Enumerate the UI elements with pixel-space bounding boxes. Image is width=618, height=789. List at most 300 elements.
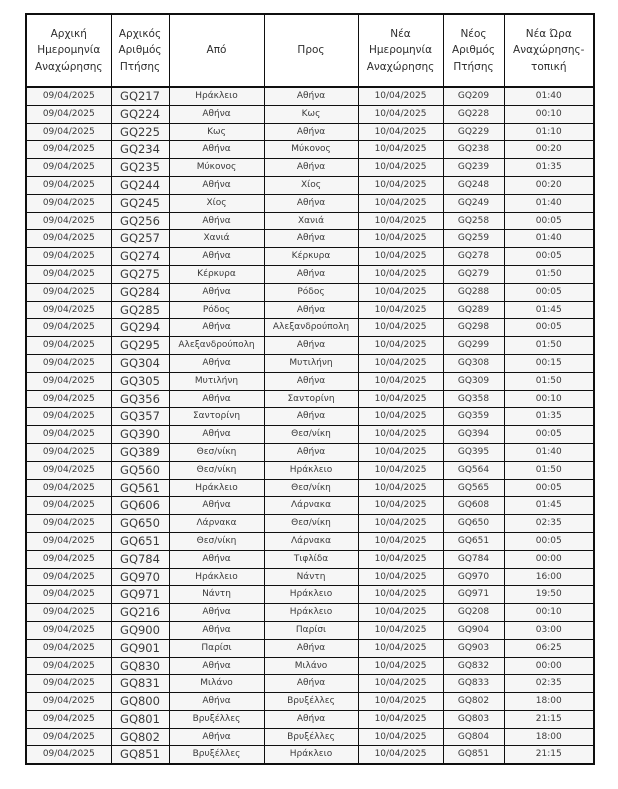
cell-r9-c5: 10/04/2025 [358,230,443,248]
cell-r16-c1: 09/04/2025 [26,354,111,372]
cell-r30-c7: 00:10 [504,604,594,622]
cell-r8-c4: Χανιά [264,212,358,230]
cell-r21-c5: 10/04/2025 [358,443,443,461]
cell-r1-c3: Ηράκλειο [169,87,264,105]
cell-r25-c6: GQ650 [443,515,504,533]
cell-r6-c5: 10/04/2025 [358,176,443,194]
cell-r16-c2: GQ304 [111,354,169,372]
cell-r14-c4: Αλεξανδρούπολη [264,319,358,337]
cell-r30-c2: GQ216 [111,604,169,622]
cell-r15-c3: Αλεξανδρούπολη [169,337,264,355]
cell-r22-c2: GQ560 [111,461,169,479]
table-row [26,426,594,444]
cell-r23-c3: Ηράκλειο [169,479,264,497]
cell-r11-c5: 10/04/2025 [358,265,443,283]
cell-r26-c2: GQ651 [111,532,169,550]
cell-r8-c1: 09/04/2025 [26,212,111,230]
cell-r1-c1: 09/04/2025 [26,87,111,105]
column-header-5: Νέα Ημερομηνία Αναχώρησης [358,14,443,87]
cell-r15-c1: 09/04/2025 [26,337,111,355]
table-row [26,461,594,479]
cell-r6-c1: 09/04/2025 [26,176,111,194]
cell-r19-c7: 01:35 [504,408,594,426]
cell-r31-c4: Παρίσι [264,621,358,639]
cell-r33-c1: 09/04/2025 [26,657,111,675]
cell-r24-c7: 01:45 [504,497,594,515]
table-row [26,639,594,657]
cell-r1-c7: 01:40 [504,87,594,105]
cell-r31-c7: 03:00 [504,621,594,639]
cell-r20-c4: Θεσ/νίκη [264,426,358,444]
cell-r4-c1: 09/04/2025 [26,141,111,159]
cell-r23-c1: 09/04/2025 [26,479,111,497]
cell-r22-c1: 09/04/2025 [26,461,111,479]
cell-r32-c1: 09/04/2025 [26,639,111,657]
cell-r31-c1: 09/04/2025 [26,621,111,639]
cell-r22-c6: GQ564 [443,461,504,479]
cell-r13-c7: 01:45 [504,301,594,319]
cell-r36-c7: 21:15 [504,710,594,728]
cell-r10-c5: 10/04/2025 [358,248,443,266]
cell-r32-c5: 10/04/2025 [358,639,443,657]
cell-r13-c5: 10/04/2025 [358,301,443,319]
cell-r19-c5: 10/04/2025 [358,408,443,426]
cell-r34-c2: GQ831 [111,675,169,693]
cell-r20-c1: 09/04/2025 [26,426,111,444]
cell-r12-c1: 09/04/2025 [26,283,111,301]
cell-r6-c4: Χίος [264,176,358,194]
cell-r15-c2: GQ295 [111,337,169,355]
cell-r32-c6: GQ903 [443,639,504,657]
table-row [26,728,594,746]
cell-r26-c4: Λάρνακα [264,532,358,550]
cell-r5-c4: Αθήνα [264,159,358,177]
cell-r19-c2: GQ357 [111,408,169,426]
cell-r25-c4: Θεσ/νίκη [264,515,358,533]
cell-r13-c3: Ρόδος [169,301,264,319]
column-header-4: Προς [264,14,358,87]
header-row [26,14,594,87]
cell-r22-c3: Θεσ/νίκη [169,461,264,479]
cell-r34-c6: GQ833 [443,675,504,693]
cell-r6-c3: Αθήνα [169,176,264,194]
cell-r27-c5: 10/04/2025 [358,550,443,568]
cell-r6-c6: GQ248 [443,176,504,194]
cell-r33-c7: 00:00 [504,657,594,675]
cell-r22-c5: 10/04/2025 [358,461,443,479]
table-row [26,372,594,390]
cell-r4-c6: GQ238 [443,141,504,159]
cell-r23-c6: GQ565 [443,479,504,497]
cell-r26-c6: GQ651 [443,532,504,550]
cell-r37-c4: Βρυξέλλες [264,728,358,746]
cell-r2-c4: Κως [264,105,358,123]
cell-r34-c4: Αθήνα [264,675,358,693]
cell-r36-c6: GQ803 [443,710,504,728]
cell-r31-c5: 10/04/2025 [358,621,443,639]
cell-r38-c4: Ηράκλειο [264,746,358,764]
cell-r10-c7: 00:05 [504,248,594,266]
table-row [26,390,594,408]
cell-r15-c6: GQ299 [443,337,504,355]
table-row [26,497,594,515]
cell-r30-c1: 09/04/2025 [26,604,111,622]
cell-r18-c2: GQ356 [111,390,169,408]
cell-r31-c2: GQ900 [111,621,169,639]
cell-r3-c5: 10/04/2025 [358,123,443,141]
table-body [26,87,594,764]
cell-r2-c6: GQ228 [443,105,504,123]
table-row [26,532,594,550]
table-row [26,710,594,728]
table-row [26,319,594,337]
cell-r20-c3: Αθήνα [169,426,264,444]
cell-r5-c1: 09/04/2025 [26,159,111,177]
cell-r17-c3: Μυτιλήνη [169,372,264,390]
cell-r1-c5: 10/04/2025 [358,87,443,105]
cell-r25-c1: 09/04/2025 [26,515,111,533]
cell-r9-c1: 09/04/2025 [26,230,111,248]
cell-r12-c5: 10/04/2025 [358,283,443,301]
cell-r24-c6: GQ608 [443,497,504,515]
cell-r35-c6: GQ802 [443,693,504,711]
cell-r13-c2: GQ285 [111,301,169,319]
cell-r28-c3: Ηράκλειο [169,568,264,586]
cell-r25-c3: Λάρνακα [169,515,264,533]
table-row [26,354,594,372]
cell-r19-c1: 09/04/2025 [26,408,111,426]
cell-r2-c5: 10/04/2025 [358,105,443,123]
cell-r20-c7: 00:05 [504,426,594,444]
cell-r5-c7: 01:35 [504,159,594,177]
cell-r27-c1: 09/04/2025 [26,550,111,568]
cell-r22-c7: 01:50 [504,461,594,479]
cell-r16-c4: Μυτιλήνη [264,354,358,372]
cell-r38-c7: 21:15 [504,746,594,764]
cell-r1-c6: GQ209 [443,87,504,105]
cell-r10-c2: GQ274 [111,248,169,266]
cell-r11-c6: GQ279 [443,265,504,283]
column-header-2: Αρχικός Αριθμός Πτήσης [111,14,169,87]
cell-r28-c2: GQ970 [111,568,169,586]
cell-r33-c2: GQ830 [111,657,169,675]
column-header-1: Αρχική Ημερομηνία Αναχώρησης [26,14,111,87]
cell-r37-c7: 18:00 [504,728,594,746]
cell-r23-c7: 00:05 [504,479,594,497]
cell-r10-c4: Κέρκυρα [264,248,358,266]
cell-r20-c5: 10/04/2025 [358,426,443,444]
table-row [26,212,594,230]
cell-r21-c1: 09/04/2025 [26,443,111,461]
cell-r29-c5: 10/04/2025 [358,586,443,604]
table-row [26,159,594,177]
cell-r37-c6: GQ804 [443,728,504,746]
cell-r15-c4: Αθήνα [264,337,358,355]
cell-r4-c4: Μύκονος [264,141,358,159]
cell-r7-c6: GQ249 [443,194,504,212]
cell-r3-c2: GQ225 [111,123,169,141]
cell-r25-c2: GQ650 [111,515,169,533]
cell-r24-c5: 10/04/2025 [358,497,443,515]
table-row [26,230,594,248]
cell-r21-c6: GQ395 [443,443,504,461]
cell-r26-c7: 00:05 [504,532,594,550]
cell-r21-c7: 01:40 [504,443,594,461]
cell-r30-c5: 10/04/2025 [358,604,443,622]
cell-r38-c1: 09/04/2025 [26,746,111,764]
cell-r19-c4: Αθήνα [264,408,358,426]
cell-r7-c4: Αθήνα [264,194,358,212]
cell-r29-c6: GQ971 [443,586,504,604]
cell-r35-c2: GQ800 [111,693,169,711]
cell-r32-c2: GQ901 [111,639,169,657]
cell-r4-c7: 00:20 [504,141,594,159]
cell-r8-c6: GQ258 [443,212,504,230]
cell-r20-c2: GQ390 [111,426,169,444]
cell-r11-c1: 09/04/2025 [26,265,111,283]
cell-r12-c7: 00:05 [504,283,594,301]
table-row [26,248,594,266]
cell-r24-c4: Λάρνακα [264,497,358,515]
cell-r11-c4: Αθήνα [264,265,358,283]
cell-r30-c4: Ηράκλειο [264,604,358,622]
cell-r30-c3: Αθήνα [169,604,264,622]
cell-r38-c5: 10/04/2025 [358,746,443,764]
cell-r33-c3: Αθήνα [169,657,264,675]
cell-r16-c7: 00:15 [504,354,594,372]
cell-r34-c1: 09/04/2025 [26,675,111,693]
cell-r26-c3: Θεσ/νίκη [169,532,264,550]
cell-r22-c4: Ηράκλειο [264,461,358,479]
table-row [26,194,594,212]
cell-r9-c2: GQ257 [111,230,169,248]
cell-r1-c4: Αθήνα [264,87,358,105]
cell-r13-c4: Αθήνα [264,301,358,319]
cell-r20-c6: GQ394 [443,426,504,444]
cell-r33-c6: GQ832 [443,657,504,675]
table-row [26,87,594,105]
table-row [26,586,594,604]
cell-r3-c4: Αθήνα [264,123,358,141]
cell-r5-c3: Μύκονος [169,159,264,177]
table-row [26,408,594,426]
cell-r3-c6: GQ229 [443,123,504,141]
cell-r3-c7: 01:10 [504,123,594,141]
cell-r26-c5: 10/04/2025 [358,532,443,550]
cell-r18-c1: 09/04/2025 [26,390,111,408]
cell-r8-c5: 10/04/2025 [358,212,443,230]
cell-r4-c2: GQ234 [111,141,169,159]
cell-r14-c5: 10/04/2025 [358,319,443,337]
cell-r36-c1: 09/04/2025 [26,710,111,728]
cell-r29-c1: 09/04/2025 [26,586,111,604]
cell-r24-c1: 09/04/2025 [26,497,111,515]
cell-r17-c6: GQ309 [443,372,504,390]
cell-r23-c5: 10/04/2025 [358,479,443,497]
cell-r21-c4: Αθήνα [264,443,358,461]
cell-r13-c1: 09/04/2025 [26,301,111,319]
cell-r37-c2: GQ802 [111,728,169,746]
cell-r6-c7: 00:20 [504,176,594,194]
table-row [26,675,594,693]
cell-r8-c3: Αθήνα [169,212,264,230]
cell-r12-c4: Ρόδος [264,283,358,301]
cell-r18-c6: GQ358 [443,390,504,408]
cell-r24-c3: Αθήνα [169,497,264,515]
cell-r34-c5: 10/04/2025 [358,675,443,693]
cell-r19-c6: GQ359 [443,408,504,426]
cell-r23-c4: Θεσ/νίκη [264,479,358,497]
cell-r27-c7: 00:00 [504,550,594,568]
table-row [26,657,594,675]
cell-r33-c5: 10/04/2025 [358,657,443,675]
cell-r8-c7: 00:05 [504,212,594,230]
cell-r9-c4: Αθήνα [264,230,358,248]
cell-r12-c6: GQ288 [443,283,504,301]
cell-r16-c3: Αθήνα [169,354,264,372]
cell-r7-c2: GQ245 [111,194,169,212]
table-row [26,301,594,319]
table-row [26,746,594,764]
table-row [26,443,594,461]
table-row [26,693,594,711]
cell-r6-c2: GQ244 [111,176,169,194]
cell-r2-c1: 09/04/2025 [26,105,111,123]
cell-r32-c4: Αθήνα [264,639,358,657]
cell-r14-c3: Αθήνα [169,319,264,337]
table-row [26,604,594,622]
cell-r17-c7: 01:50 [504,372,594,390]
cell-r31-c6: GQ904 [443,621,504,639]
cell-r36-c5: 10/04/2025 [358,710,443,728]
cell-r21-c3: Θεσ/νίκη [169,443,264,461]
cell-r3-c1: 09/04/2025 [26,123,111,141]
cell-r34-c7: 02:35 [504,675,594,693]
table-row [26,105,594,123]
cell-r2-c7: 00:10 [504,105,594,123]
cell-r9-c7: 01:40 [504,230,594,248]
cell-r7-c5: 10/04/2025 [358,194,443,212]
cell-r33-c4: Μιλάνο [264,657,358,675]
column-header-3: Από [169,14,264,87]
cell-r35-c5: 10/04/2025 [358,693,443,711]
cell-r35-c3: Αθήνα [169,693,264,711]
cell-r8-c2: GQ256 [111,212,169,230]
cell-r9-c3: Χανιά [169,230,264,248]
cell-r23-c2: GQ561 [111,479,169,497]
cell-r36-c2: GQ801 [111,710,169,728]
cell-r1-c2: GQ217 [111,87,169,105]
cell-r18-c4: Σαντορίνη [264,390,358,408]
cell-r14-c7: 00:05 [504,319,594,337]
cell-r29-c4: Ηράκλειο [264,586,358,604]
cell-r14-c6: GQ298 [443,319,504,337]
cell-r37-c3: Αθήνα [169,728,264,746]
cell-r35-c1: 09/04/2025 [26,693,111,711]
table-row [26,515,594,533]
cell-r2-c2: GQ224 [111,105,169,123]
column-header-6: Νέος Αριθμός Πτήσης [443,14,504,87]
cell-r15-c5: 10/04/2025 [358,337,443,355]
cell-r29-c7: 19:50 [504,586,594,604]
cell-r28-c7: 16:00 [504,568,594,586]
cell-r5-c2: GQ235 [111,159,169,177]
cell-r25-c7: 02:35 [504,515,594,533]
cell-r12-c3: Αθήνα [169,283,264,301]
cell-r15-c7: 01:50 [504,337,594,355]
cell-r36-c3: Βρυξέλλες [169,710,264,728]
cell-r3-c3: Κως [169,123,264,141]
cell-r4-c3: Αθήνα [169,141,264,159]
cell-r36-c4: Αθήνα [264,710,358,728]
cell-r17-c5: 10/04/2025 [358,372,443,390]
flight-schedule-table [25,13,595,765]
cell-r5-c5: 10/04/2025 [358,159,443,177]
cell-r11-c2: GQ275 [111,265,169,283]
table-row [26,265,594,283]
cell-r38-c3: Βρυξέλλες [169,746,264,764]
cell-r16-c5: 10/04/2025 [358,354,443,372]
cell-r9-c6: GQ259 [443,230,504,248]
cell-r17-c4: Αθήνα [264,372,358,390]
cell-r10-c3: Αθήνα [169,248,264,266]
cell-r7-c1: 09/04/2025 [26,194,111,212]
cell-r28-c4: Νάντη [264,568,358,586]
cell-r13-c6: GQ289 [443,301,504,319]
cell-r10-c6: GQ278 [443,248,504,266]
cell-r17-c2: GQ305 [111,372,169,390]
cell-r16-c6: GQ308 [443,354,504,372]
cell-r25-c5: 10/04/2025 [358,515,443,533]
table-header [26,14,594,87]
cell-r35-c4: Βρυξέλλες [264,693,358,711]
cell-r14-c2: GQ294 [111,319,169,337]
cell-r27-c3: Αθήνα [169,550,264,568]
cell-r38-c6: GQ851 [443,746,504,764]
table-row [26,176,594,194]
cell-r38-c2: GQ851 [111,746,169,764]
cell-r37-c5: 10/04/2025 [358,728,443,746]
cell-r2-c3: Αθήνα [169,105,264,123]
table-row [26,479,594,497]
cell-r17-c1: 09/04/2025 [26,372,111,390]
cell-r14-c1: 09/04/2025 [26,319,111,337]
cell-r4-c5: 10/04/2025 [358,141,443,159]
table-row [26,621,594,639]
cell-r11-c3: Κέρκυρα [169,265,264,283]
table-row [26,283,594,301]
cell-r24-c2: GQ606 [111,497,169,515]
cell-r26-c1: 09/04/2025 [26,532,111,550]
cell-r27-c4: Τιφλίδα [264,550,358,568]
cell-r27-c2: GQ784 [111,550,169,568]
cell-r32-c7: 06:25 [504,639,594,657]
table-row [26,123,594,141]
cell-r34-c3: Μιλάνο [169,675,264,693]
table-row [26,141,594,159]
table-row [26,568,594,586]
cell-r18-c5: 10/04/2025 [358,390,443,408]
cell-r31-c3: Αθήνα [169,621,264,639]
cell-r32-c3: Παρίσι [169,639,264,657]
cell-r18-c7: 00:10 [504,390,594,408]
cell-r10-c1: 09/04/2025 [26,248,111,266]
table-row [26,337,594,355]
cell-r7-c3: Χίος [169,194,264,212]
cell-r18-c3: Αθήνα [169,390,264,408]
cell-r37-c1: 09/04/2025 [26,728,111,746]
cell-r28-c6: GQ970 [443,568,504,586]
